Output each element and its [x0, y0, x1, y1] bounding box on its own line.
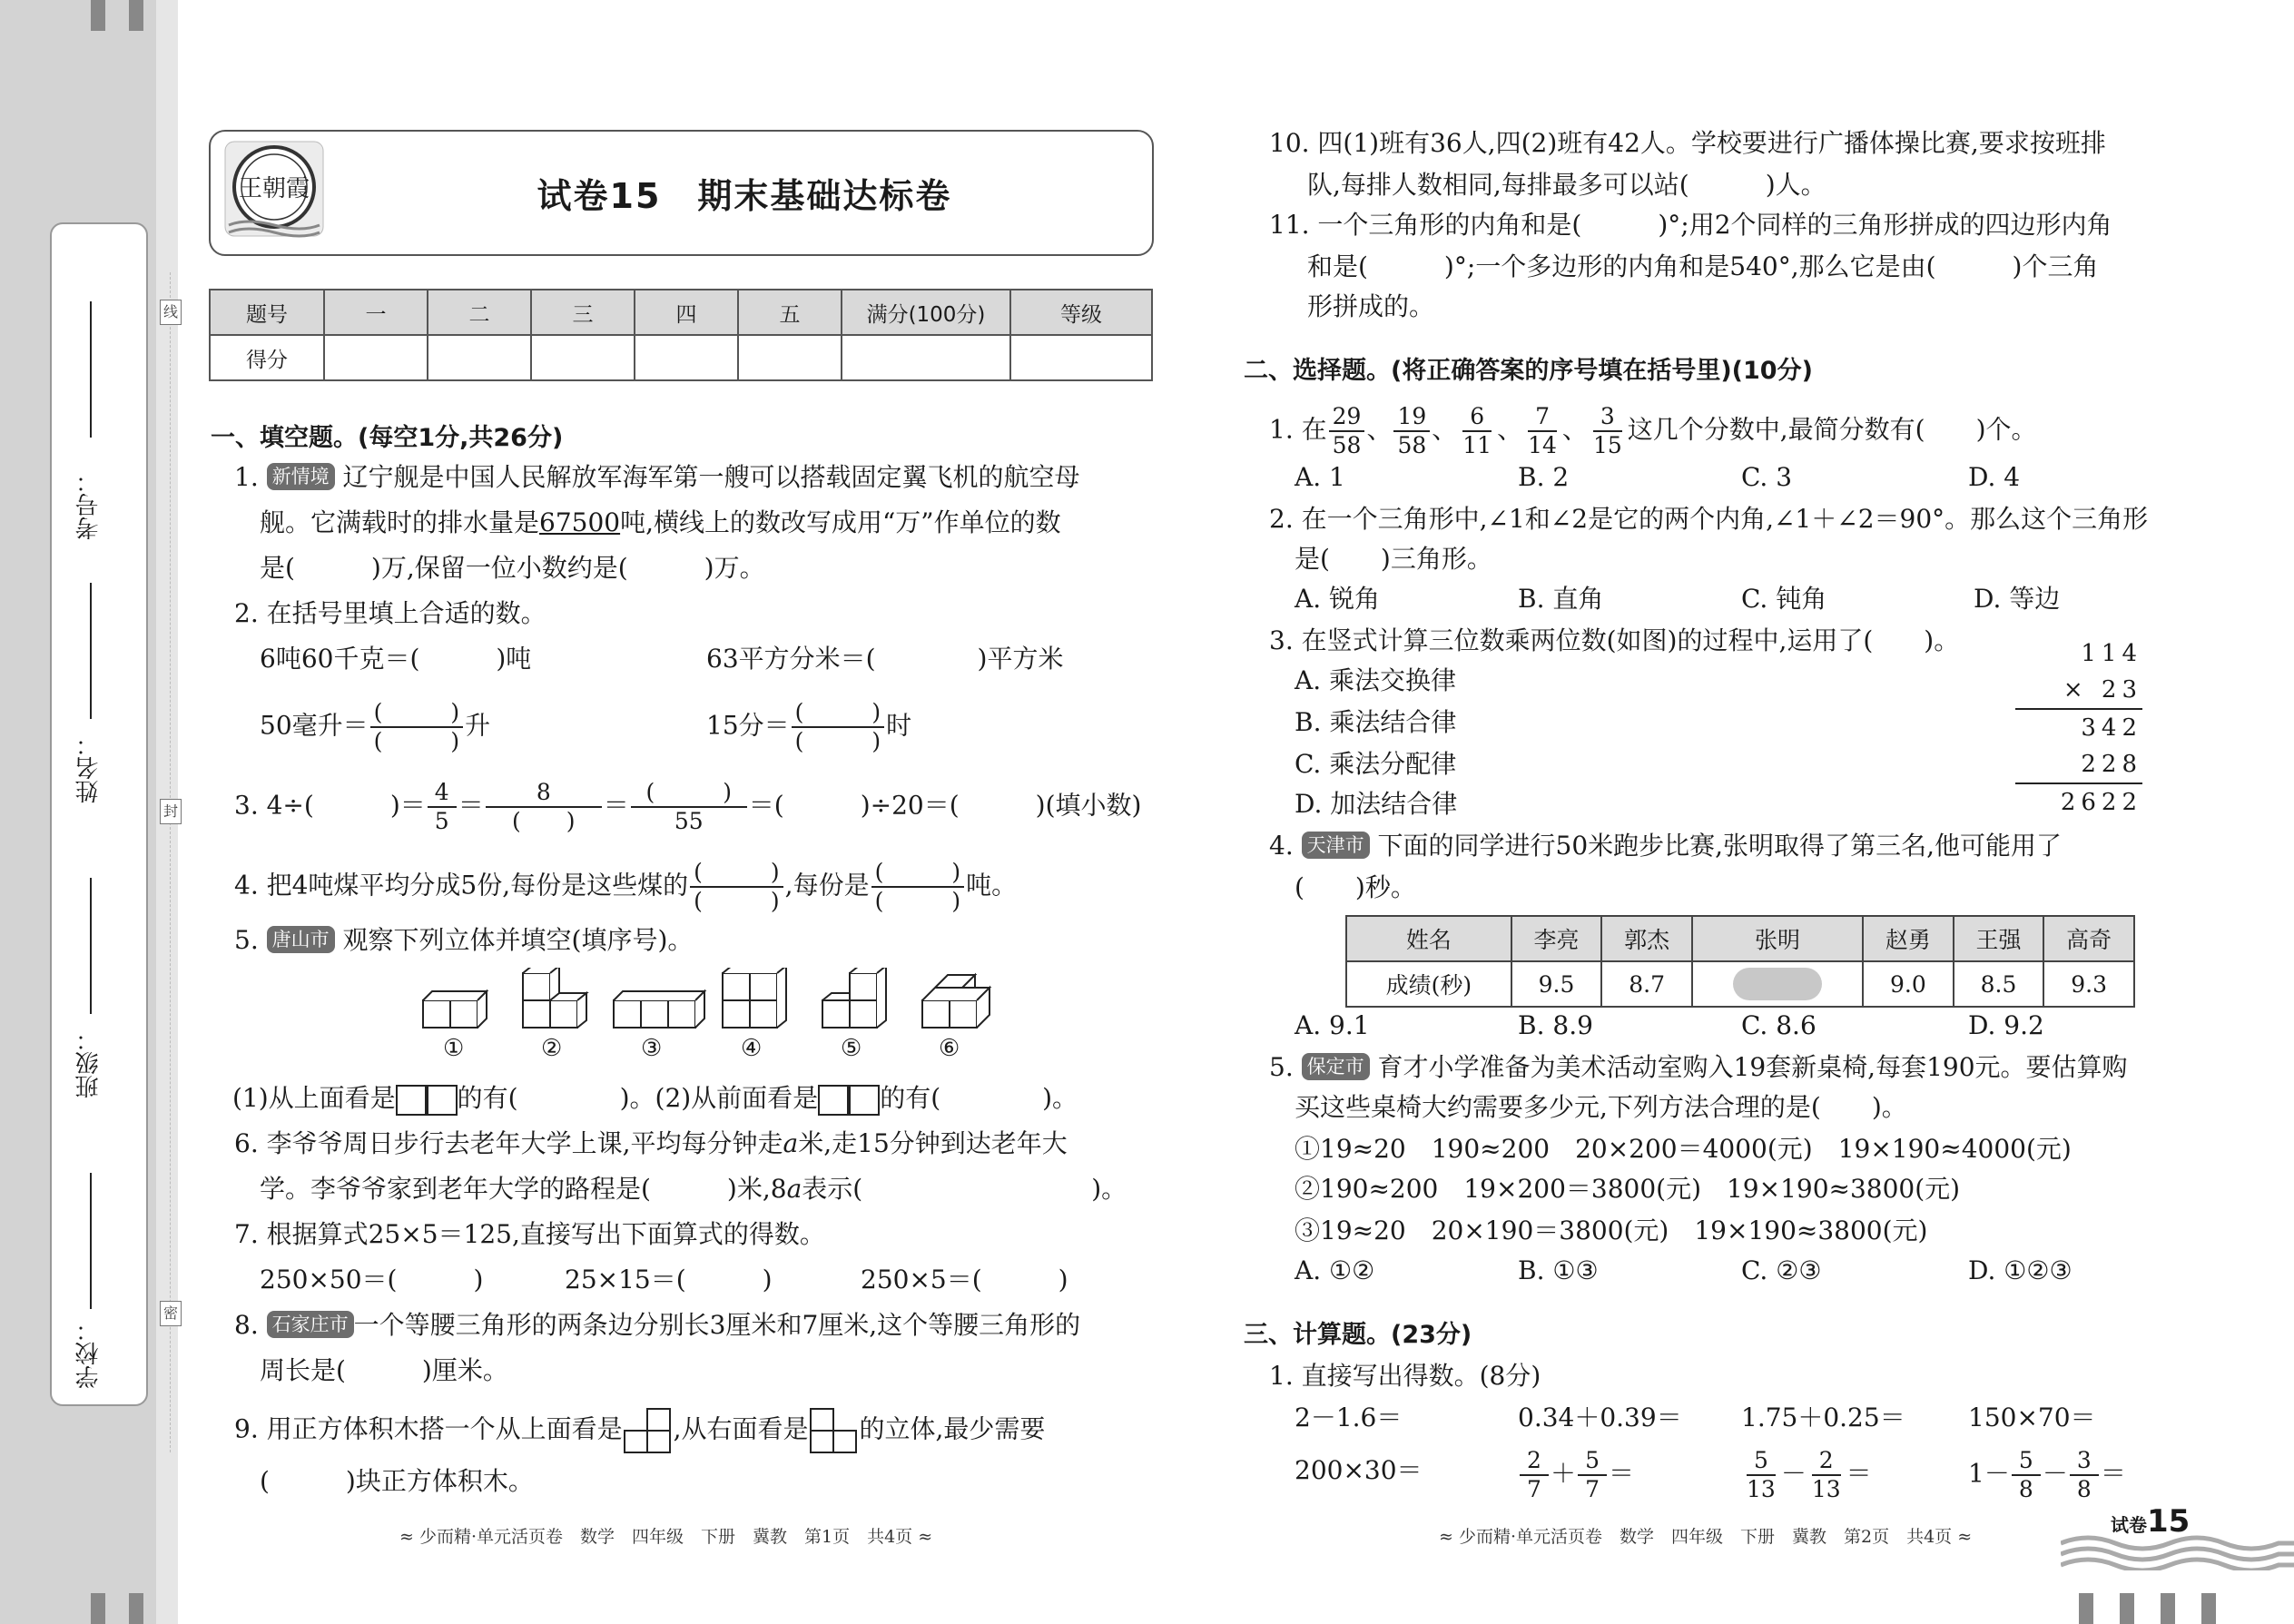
- race-header-cell: 郭杰: [1601, 916, 1692, 961]
- page-footer: ≈ 少而精·单元活页卷 数学 四年级 下册 冀教 第2页 共4页 ≈: [1439, 1527, 1973, 1547]
- question-7b: 25×15＝( ): [565, 1265, 773, 1294]
- option[interactable]: B. 8.9: [1518, 1010, 1593, 1040]
- method-1: ①19≈20 190≈200 20×200＝4000(元) 19×190≈4000(元): [1295, 1134, 2072, 1164]
- race-cell: 9.0: [1863, 961, 1954, 1007]
- blank-fraction[interactable]: $\frac{( )}{( )}$: [871, 859, 965, 915]
- calc-item-fraction: 1－ $\frac{5}{8}$ － $\frac{3}{8}$ ＝: [1968, 1447, 2126, 1502]
- option[interactable]: A. 1: [1295, 462, 1345, 492]
- option[interactable]: B. 乘法结合律: [1295, 707, 1457, 737]
- score-header-cell: 题号: [210, 290, 324, 335]
- tag-badge: 新情境: [267, 463, 335, 490]
- registration-mark: [129, 1593, 143, 1624]
- fraction: $\frac{8}{( )}$: [486, 779, 602, 835]
- question-5-stem: 5. 唐山市 观察下列立体并填空(填序号)。: [234, 925, 694, 955]
- question-2d: 15分＝ $\frac{( )}{( )}$ 时: [706, 699, 912, 754]
- option[interactable]: D. ①②③: [1968, 1255, 2072, 1285]
- tag-badge: 唐山市: [267, 926, 335, 953]
- registration-mark: [91, 0, 105, 31]
- race-header-cell: 李亮: [1511, 916, 1602, 961]
- section-title: 二、选择题。(将正确答案的序号填在括号里)(10分): [1244, 357, 1813, 385]
- registration-mark: [2120, 1593, 2134, 1624]
- score-row-label: 得分: [210, 335, 324, 380]
- seal-mark: 线: [160, 300, 182, 325]
- race-cell: 8.7: [1601, 961, 1692, 1007]
- fraction: $\frac{6}{11}$: [1462, 403, 1492, 458]
- choice-3-stem: 3. 在竖式计算三位数乘两位数(如图)的过程中,运用了( )。: [1269, 625, 1960, 655]
- race-table: [1345, 915, 2135, 1008]
- choice-5-line-2: 买这些桌椅大约需要多少元,下列方法合理的是( )。: [1295, 1092, 1907, 1122]
- tag-badge: 石家庄市: [267, 1311, 354, 1338]
- kaohao-label: 考号：: [75, 469, 103, 540]
- question-11-line-1: 11. 一个三角形的内角和是( )°;用2个同样的三角形拼成的四边形内角: [1269, 210, 2112, 240]
- race-header-cell: 姓名: [1346, 916, 1511, 961]
- choice-4-line-1: 4. 天津市 下面的同学进行50米跑步比赛,张明取得了第三名,他可能用了: [1269, 831, 2062, 861]
- race-cell: 成绩(秒): [1346, 961, 1511, 1007]
- score-cell[interactable]: [738, 335, 842, 380]
- option[interactable]: A. 锐角: [1295, 584, 1381, 614]
- fraction: $\frac{4}{5}$: [428, 779, 457, 835]
- question-4: 4. 把4吨煤平均分成5份,每份是这些煤的 $\frac{( )}{( )}$ ,每份是 $\frac{( )}{( )}$ 吨。: [234, 859, 1018, 914]
- name-line: [90, 583, 92, 719]
- school-line: [90, 1173, 92, 1309]
- calc-item: 200×30＝: [1295, 1455, 1423, 1485]
- calc-item: 0.34＋0.39＝: [1518, 1403, 1682, 1432]
- race-header-cell: 赵勇: [1863, 916, 1954, 961]
- registration-mark: [2201, 1593, 2216, 1624]
- option[interactable]: B. ①③: [1518, 1255, 1599, 1285]
- score-header-cell: 二: [428, 290, 531, 335]
- choice-5-line-1: 5. 保定市 育才小学准备为美术活动室购入19套新桌椅,每套190元。要估算购: [1269, 1052, 2128, 1082]
- question-3: 3. 4÷( )＝ $\frac{4}{5}$ ＝ $\frac{8}{( )}$ ＝ $\frac{( )}{55}$ ＝( )÷20＝( )(填小数): [234, 779, 1142, 834]
- question-7c: 250×5＝( ): [861, 1265, 1068, 1294]
- method-3: ③19≈20 20×190＝3800(元) 19×190≈3800(元): [1295, 1216, 1928, 1245]
- question-9-line-2: ( )块正方体积木。: [260, 1466, 534, 1496]
- fraction: $\frac{( )}{55}$: [631, 779, 747, 835]
- registration-mark: [2161, 1593, 2175, 1624]
- question-9-line-1: 9. 用正方体积木搭一个从上面看是 ,从右面看是 的立体,最少需要: [234, 1407, 1045, 1454]
- name-label: 姓名：: [75, 733, 103, 803]
- student-info-box: [50, 222, 148, 1406]
- fraction: $\frac{7}{14}$: [1528, 403, 1557, 458]
- question-1-line-3: 是( )万,保留一位小数约是( )万。: [260, 553, 765, 583]
- question-11-line-3: 形拼成的。: [1307, 291, 1435, 321]
- svg-text:王朝霞: 王朝霞: [238, 175, 310, 202]
- calc-item: 150×70＝: [1968, 1403, 2096, 1432]
- score-table: [209, 289, 1153, 381]
- score-header-cell: 一: [324, 290, 428, 335]
- score-header-cell: 等级: [1010, 290, 1152, 335]
- tag-badge: 天津市: [1302, 832, 1370, 859]
- question-8-line-2: 周长是( )厘米。: [260, 1355, 508, 1385]
- section-title: 三、计算题。(23分): [1244, 1321, 1472, 1349]
- score-cell[interactable]: [842, 335, 1010, 380]
- method-2: ②190≈200 19×200＝3800(元) 19×190≈3800(元): [1295, 1174, 1961, 1204]
- option[interactable]: A. 9.1: [1295, 1010, 1370, 1040]
- option[interactable]: D. 等边: [1974, 584, 2061, 614]
- question-1-line-1: 1. 新情境 辽宁舰是中国人民解放军海军第一艘可以搭载固定翼飞机的航空母: [234, 462, 1080, 492]
- vertical-multiplication: 114 × 23 342 228 2622: [2015, 635, 2142, 821]
- question-11-line-2: 和是( )°;一个多边形的内角和是540°,那么它是由( )个三角: [1307, 251, 2099, 281]
- kaohao-line: [90, 301, 92, 438]
- option[interactable]: D. 4: [1968, 462, 2021, 492]
- figure-label: ①: [443, 1035, 465, 1062]
- exam-number-badge: 试卷15: [2111, 1503, 2191, 1540]
- figure-label: ⑥: [939, 1035, 960, 1062]
- calc-item-fraction: $\frac{2}{7}$ ＋ $\frac{5}{7}$ ＝: [1518, 1447, 1634, 1503]
- question-2-stem: 2. 在括号里填上合适的数。: [234, 598, 546, 628]
- fraction: $\frac{19}{58}$: [1393, 403, 1430, 459]
- race-cell-hidden: [1692, 961, 1863, 1007]
- figure-label: ④: [741, 1035, 763, 1062]
- question-1-line-2: 舰。它满载时的排水量是67500吨,横线上的数改写成用“万”作单位的数: [260, 507, 1061, 537]
- option[interactable]: D. 加法结合律: [1295, 789, 1458, 819]
- ink-blot: [1733, 968, 1822, 1000]
- class-label: 班级：: [75, 1028, 103, 1098]
- question-6-line-2: 学。李爷爷家到老年大学的路程是( )米,8a表示( )。: [260, 1174, 1127, 1204]
- blank-fraction[interactable]: $\frac{( )}{( )}$: [370, 699, 464, 755]
- score-cell[interactable]: [324, 335, 428, 380]
- option[interactable]: C. 乘法分配律: [1295, 749, 1457, 779]
- registration-mark: [91, 1593, 105, 1624]
- option[interactable]: D. 9.2: [1968, 1010, 2044, 1040]
- calc-item: 1.75＋0.25＝: [1741, 1403, 1905, 1432]
- calc-item: 2－1.6＝: [1295, 1403, 1403, 1432]
- score-cell[interactable]: [1010, 335, 1152, 380]
- option[interactable]: A. 乘法交换律: [1295, 665, 1457, 695]
- score-cell[interactable]: [635, 335, 738, 380]
- seal-mark: 封: [160, 799, 182, 824]
- race-cell: 9.5: [1511, 961, 1602, 1007]
- page-footer: ≈ 少而精·单元活页卷 数学 四年级 下册 冀教 第1页 共4页 ≈: [399, 1527, 933, 1547]
- choice-2-line-1: 2. 在一个三角形中,∠1和∠2是它的两个内角,∠1＋∠2＝90°。那么这个三角形: [1269, 504, 2149, 534]
- score-header-cell: 满分(100分): [842, 290, 1010, 335]
- view-square-icon: [427, 1085, 458, 1116]
- choice-1: 1. 在 $\frac{29}{58}$ 、 $\frac{19}{58}$ 、 $\frac{6}{11}$ 、 $\frac{7}{14}$ 、 $\frac{3}{15}$ 这几个分数中,最简分数有( )个。: [1269, 403, 2037, 458]
- choice-2-line-2: 是( )三角形。: [1295, 544, 1492, 574]
- question-2b: 63平方分米＝( )平方米: [706, 644, 1064, 674]
- option[interactable]: C. 3: [1741, 462, 1793, 492]
- view-square-icon: [818, 1085, 849, 1116]
- score-cell[interactable]: [531, 335, 635, 380]
- score-header-cell: 四: [635, 290, 738, 335]
- view-square-icon: [396, 1085, 427, 1116]
- fraction: $\frac{3}{15}$: [1592, 403, 1622, 458]
- option[interactable]: A. ①②: [1295, 1255, 1375, 1285]
- question-6-line-1: 6. 李爷爷周日步行去老年大学上课,平均每分钟走a米,走15分钟到达老年大: [234, 1128, 1068, 1158]
- logo-seal: [220, 134, 329, 243]
- solid-figures: [418, 968, 999, 1068]
- question-7-stem: 7. 根据算式25×5＝125,直接写出下面算式的得数。: [234, 1219, 825, 1249]
- option[interactable]: C. 8.6: [1741, 1010, 1816, 1040]
- choice-4-line-2: ( )秒。: [1295, 872, 1416, 902]
- tag-badge: 保定市: [1302, 1053, 1370, 1080]
- question-5-sub: (1)从上面看是 的有( )。(2)从前面看是 的有( )。: [232, 1080, 1078, 1117]
- race-cell: 8.5: [1954, 961, 2044, 1007]
- registration-mark: [2079, 1593, 2093, 1624]
- option[interactable]: B. 直角: [1518, 584, 1604, 614]
- figure-label: ②: [541, 1035, 563, 1062]
- view-square-icon: [849, 1085, 880, 1116]
- option[interactable]: B. 2: [1518, 462, 1570, 492]
- section-title: 一、填空题。(每空1分,共26分): [211, 424, 564, 452]
- race-header-cell: 高奇: [2043, 916, 2134, 961]
- cut-line: [170, 272, 171, 1452]
- figure-label: ⑤: [841, 1035, 862, 1062]
- class-line: [90, 878, 92, 1014]
- race-header-cell: 张明: [1692, 916, 1863, 961]
- question-2a: 6吨60千克＝( )吨: [260, 644, 532, 674]
- page-title: 试卷15 期末基础达标卷: [537, 176, 952, 216]
- option[interactable]: C. 钝角: [1741, 584, 1827, 614]
- question-2c: 50毫升＝ $\frac{( )}{( )}$ 升: [260, 699, 491, 754]
- top-view-icon: [623, 1407, 674, 1454]
- blank-fraction[interactable]: $\frac{( )}{( )}$: [690, 859, 783, 915]
- figure-label: ③: [641, 1035, 663, 1062]
- school-label: 学校：: [75, 1318, 103, 1389]
- question-7a: 250×50＝( ): [260, 1265, 484, 1294]
- score-header-cell: 五: [738, 290, 842, 335]
- right-view-icon: [809, 1407, 860, 1454]
- score-header-cell: 三: [531, 290, 635, 335]
- question-8-line-1: 8. 石家庄市 一个等腰三角形的两条边分别长3厘米和7厘米,这个等腰三角形的: [234, 1310, 1081, 1340]
- calc-item-fraction: $\frac{5}{13}$ － $\frac{2}{13}$ ＝: [1747, 1447, 1872, 1502]
- race-cell: 9.3: [2043, 961, 2134, 1007]
- registration-mark: [129, 0, 143, 31]
- score-cell[interactable]: [428, 335, 531, 380]
- calc-1-stem: 1. 直接写出得数。(8分): [1269, 1361, 1541, 1391]
- blank-fraction[interactable]: $\frac{( )}{( )}$: [792, 699, 885, 755]
- question-10-line-2: 队,每排人数相同,每排最多可以站( )人。: [1307, 170, 1826, 200]
- race-header-cell: 王强: [1954, 916, 2044, 961]
- seal-mark: 密: [160, 1301, 182, 1326]
- fraction: $\frac{29}{58}$: [1329, 403, 1365, 459]
- question-10-line-1: 10. 四(1)班有36人,四(2)班有42人。学校要进行广播体操比赛,要求按班排: [1269, 128, 2106, 158]
- option[interactable]: C. ②③: [1741, 1255, 1822, 1285]
